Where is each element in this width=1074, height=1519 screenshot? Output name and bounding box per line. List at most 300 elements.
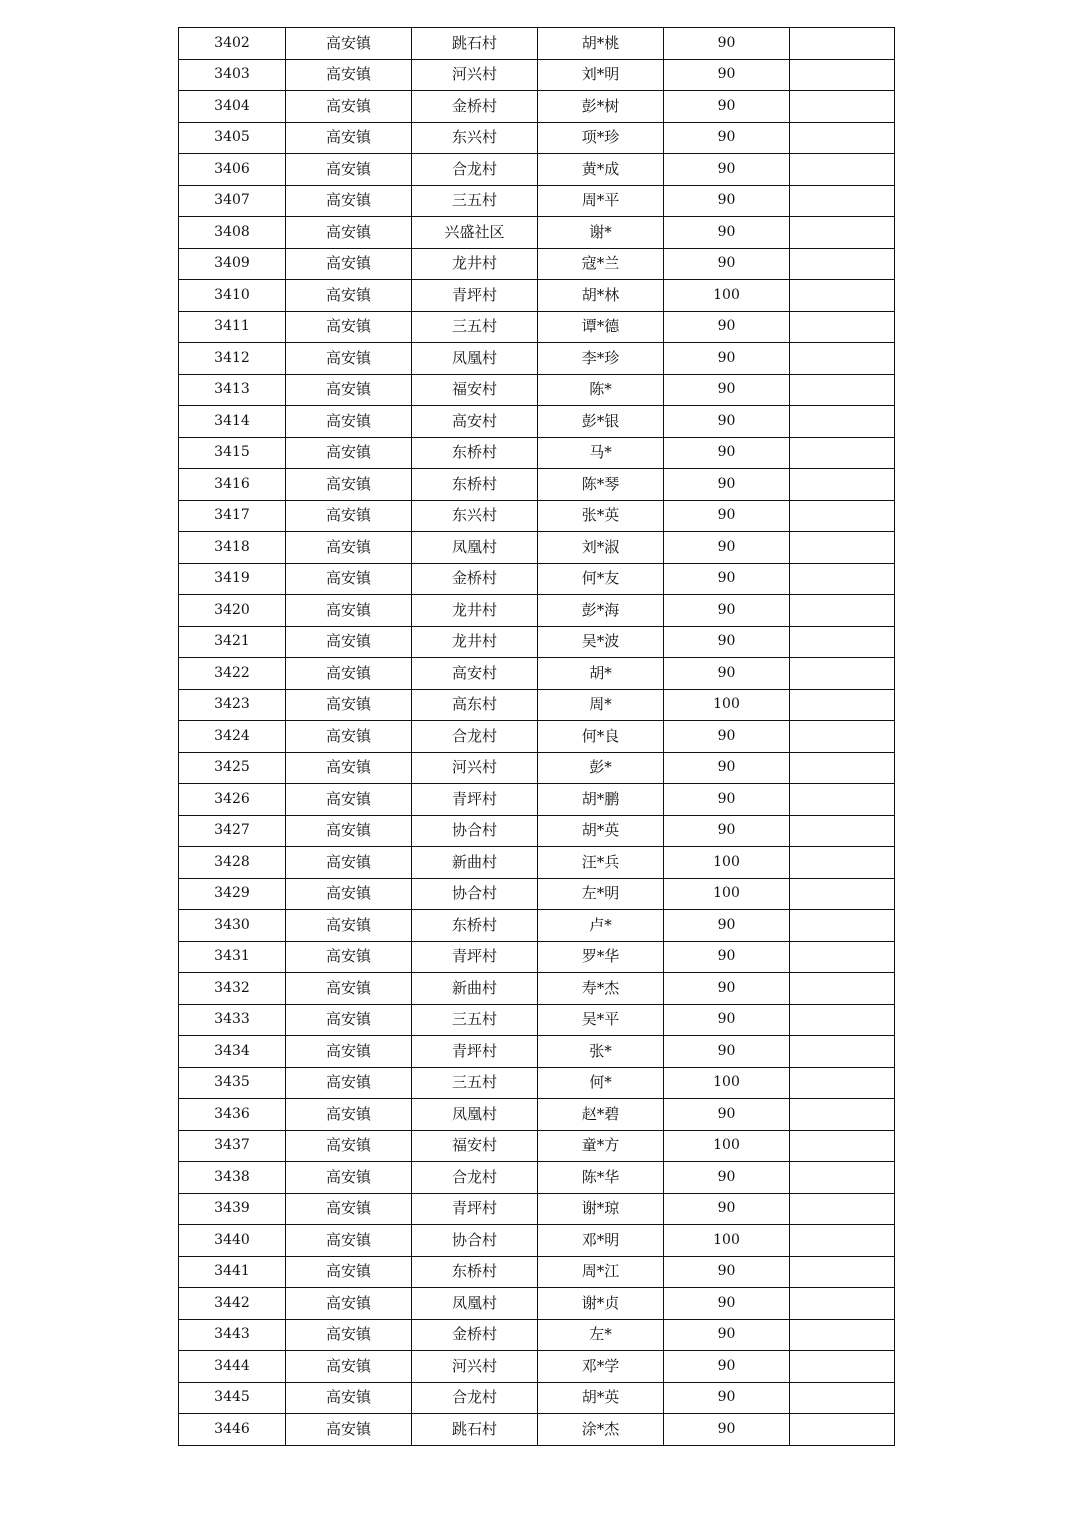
table-row xyxy=(179,1414,895,1446)
town-cell: 高安镇 xyxy=(286,626,412,658)
person-name-cell: 彭*银 xyxy=(538,406,664,438)
town-cell: 高安镇 xyxy=(286,563,412,595)
table-row xyxy=(179,784,895,816)
row-number-cell: 3409 xyxy=(179,248,286,280)
note-cell xyxy=(790,784,895,816)
person-name-cell: 卢* xyxy=(538,910,664,942)
row-number-cell: 3427 xyxy=(179,815,286,847)
amount-cell: 100 xyxy=(664,847,790,879)
village-cell: 高安村 xyxy=(412,406,538,438)
village-cell: 福安村 xyxy=(412,1130,538,1162)
note-cell xyxy=(790,437,895,469)
village-cell: 青坪村 xyxy=(412,941,538,973)
table-row xyxy=(179,343,895,375)
row-number-cell: 3405 xyxy=(179,122,286,154)
person-name-cell: 项*珍 xyxy=(538,122,664,154)
town-cell: 高安镇 xyxy=(286,1162,412,1194)
note-cell xyxy=(790,59,895,91)
person-name-cell: 寿*杰 xyxy=(538,973,664,1005)
row-number-cell: 3442 xyxy=(179,1288,286,1320)
amount-cell: 90 xyxy=(664,815,790,847)
table-row xyxy=(179,1099,895,1131)
person-name-cell: 谢* xyxy=(538,217,664,249)
town-cell: 高安镇 xyxy=(286,815,412,847)
village-cell: 协合村 xyxy=(412,878,538,910)
person-name-cell: 罗*华 xyxy=(538,941,664,973)
village-cell: 兴盛社区 xyxy=(412,217,538,249)
note-cell xyxy=(790,1225,895,1257)
row-number-cell: 3408 xyxy=(179,217,286,249)
note-cell xyxy=(790,280,895,312)
table-row xyxy=(179,941,895,973)
table-row xyxy=(179,1288,895,1320)
village-cell: 高安村 xyxy=(412,658,538,690)
town-cell: 高安镇 xyxy=(286,1067,412,1099)
row-number-cell: 3440 xyxy=(179,1225,286,1257)
town-cell: 高安镇 xyxy=(286,847,412,879)
amount-cell: 90 xyxy=(664,784,790,816)
table-row xyxy=(179,847,895,879)
table-row xyxy=(179,815,895,847)
row-number-cell: 3441 xyxy=(179,1256,286,1288)
note-cell xyxy=(790,1351,895,1383)
row-number-cell: 3438 xyxy=(179,1162,286,1194)
amount-cell: 100 xyxy=(664,1225,790,1257)
note-cell xyxy=(790,500,895,532)
amount-cell: 90 xyxy=(664,185,790,217)
village-cell: 青坪村 xyxy=(412,1193,538,1225)
row-number-cell: 3416 xyxy=(179,469,286,501)
amount-cell: 90 xyxy=(664,910,790,942)
amount-cell: 90 xyxy=(664,626,790,658)
amount-cell: 100 xyxy=(664,878,790,910)
row-number-cell: 3433 xyxy=(179,1004,286,1036)
town-cell: 高安镇 xyxy=(286,1382,412,1414)
village-cell: 跳石村 xyxy=(412,1414,538,1446)
note-cell xyxy=(790,1036,895,1068)
amount-cell: 100 xyxy=(664,280,790,312)
town-cell: 高安镇 xyxy=(286,973,412,1005)
note-cell xyxy=(790,658,895,690)
person-name-cell: 赵*碧 xyxy=(538,1099,664,1131)
person-name-cell: 彭*海 xyxy=(538,595,664,627)
row-number-cell: 3407 xyxy=(179,185,286,217)
amount-cell: 90 xyxy=(664,28,790,60)
village-cell: 金桥村 xyxy=(412,91,538,123)
note-cell xyxy=(790,626,895,658)
person-name-cell: 张*英 xyxy=(538,500,664,532)
amount-cell: 90 xyxy=(664,941,790,973)
village-cell: 新曲村 xyxy=(412,847,538,879)
town-cell: 高安镇 xyxy=(286,437,412,469)
town-cell: 高安镇 xyxy=(286,374,412,406)
person-name-cell: 涂*杰 xyxy=(538,1414,664,1446)
table-row xyxy=(179,532,895,564)
town-cell: 高安镇 xyxy=(286,217,412,249)
amount-cell: 90 xyxy=(664,595,790,627)
table-row xyxy=(179,91,895,123)
town-cell: 高安镇 xyxy=(286,343,412,375)
note-cell xyxy=(790,1382,895,1414)
amount-cell: 90 xyxy=(664,1382,790,1414)
row-number-cell: 3430 xyxy=(179,910,286,942)
person-name-cell: 陈* xyxy=(538,374,664,406)
amount-cell: 90 xyxy=(664,1414,790,1446)
town-cell: 高安镇 xyxy=(286,1036,412,1068)
table-row xyxy=(179,1162,895,1194)
table-row xyxy=(179,217,895,249)
note-cell xyxy=(790,122,895,154)
row-number-cell: 3439 xyxy=(179,1193,286,1225)
amount-cell: 90 xyxy=(664,1319,790,1351)
person-name-cell: 谢*琼 xyxy=(538,1193,664,1225)
town-cell: 高安镇 xyxy=(286,658,412,690)
village-cell: 青坪村 xyxy=(412,784,538,816)
town-cell: 高安镇 xyxy=(286,1225,412,1257)
note-cell xyxy=(790,878,895,910)
note-cell xyxy=(790,595,895,627)
village-cell: 青坪村 xyxy=(412,280,538,312)
person-name-cell: 胡*英 xyxy=(538,1382,664,1414)
table-row xyxy=(179,280,895,312)
town-cell: 高安镇 xyxy=(286,1256,412,1288)
note-cell xyxy=(790,1004,895,1036)
row-number-cell: 3426 xyxy=(179,784,286,816)
amount-cell: 90 xyxy=(664,658,790,690)
amount-cell: 90 xyxy=(664,500,790,532)
town-cell: 高安镇 xyxy=(286,91,412,123)
town-cell: 高安镇 xyxy=(286,248,412,280)
village-cell: 三五村 xyxy=(412,1067,538,1099)
village-cell: 东桥村 xyxy=(412,1256,538,1288)
town-cell: 高安镇 xyxy=(286,532,412,564)
table-row xyxy=(179,122,895,154)
roster-table xyxy=(178,27,895,1446)
person-name-cell: 吴*波 xyxy=(538,626,664,658)
amount-cell: 90 xyxy=(664,1162,790,1194)
table-row xyxy=(179,563,895,595)
village-cell: 合龙村 xyxy=(412,721,538,753)
person-name-cell: 胡*桃 xyxy=(538,28,664,60)
amount-cell: 90 xyxy=(664,1004,790,1036)
person-name-cell: 左* xyxy=(538,1319,664,1351)
person-name-cell: 寇*兰 xyxy=(538,248,664,280)
town-cell: 高安镇 xyxy=(286,784,412,816)
village-cell: 合龙村 xyxy=(412,154,538,186)
person-name-cell: 周* xyxy=(538,689,664,721)
town-cell: 高安镇 xyxy=(286,406,412,438)
village-cell: 龙井村 xyxy=(412,248,538,280)
table-row xyxy=(179,59,895,91)
person-name-cell: 何* xyxy=(538,1067,664,1099)
village-cell: 合龙村 xyxy=(412,1162,538,1194)
amount-cell: 100 xyxy=(664,1067,790,1099)
town-cell: 高安镇 xyxy=(286,1099,412,1131)
village-cell: 东桥村 xyxy=(412,910,538,942)
amount-cell: 100 xyxy=(664,1130,790,1162)
row-number-cell: 3417 xyxy=(179,500,286,532)
person-name-cell: 黄*成 xyxy=(538,154,664,186)
table-row xyxy=(179,1067,895,1099)
note-cell xyxy=(790,1067,895,1099)
table-row xyxy=(179,878,895,910)
row-number-cell: 3436 xyxy=(179,1099,286,1131)
amount-cell: 90 xyxy=(664,217,790,249)
amount-cell: 90 xyxy=(664,1036,790,1068)
table-row xyxy=(179,721,895,753)
village-cell: 东桥村 xyxy=(412,469,538,501)
note-cell xyxy=(790,563,895,595)
note-cell xyxy=(790,248,895,280)
note-cell xyxy=(790,374,895,406)
amount-cell: 100 xyxy=(664,689,790,721)
person-name-cell: 陈*华 xyxy=(538,1162,664,1194)
person-name-cell: 左*明 xyxy=(538,878,664,910)
row-number-cell: 3434 xyxy=(179,1036,286,1068)
town-cell: 高安镇 xyxy=(286,280,412,312)
town-cell: 高安镇 xyxy=(286,689,412,721)
table-row xyxy=(179,248,895,280)
village-cell: 跳石村 xyxy=(412,28,538,60)
person-name-cell: 彭*树 xyxy=(538,91,664,123)
village-cell: 龙井村 xyxy=(412,626,538,658)
note-cell xyxy=(790,1256,895,1288)
row-number-cell: 3445 xyxy=(179,1382,286,1414)
row-number-cell: 3412 xyxy=(179,343,286,375)
row-number-cell: 3403 xyxy=(179,59,286,91)
town-cell: 高安镇 xyxy=(286,1288,412,1320)
town-cell: 高安镇 xyxy=(286,122,412,154)
row-number-cell: 3421 xyxy=(179,626,286,658)
person-name-cell: 李*珍 xyxy=(538,343,664,375)
village-cell: 高东村 xyxy=(412,689,538,721)
note-cell xyxy=(790,469,895,501)
village-cell: 合龙村 xyxy=(412,1382,538,1414)
amount-cell: 90 xyxy=(664,1351,790,1383)
amount-cell: 90 xyxy=(664,343,790,375)
town-cell: 高安镇 xyxy=(286,941,412,973)
row-number-cell: 3411 xyxy=(179,311,286,343)
note-cell xyxy=(790,91,895,123)
note-cell xyxy=(790,815,895,847)
table-row xyxy=(179,1256,895,1288)
row-number-cell: 3413 xyxy=(179,374,286,406)
table-row xyxy=(179,595,895,627)
town-cell: 高安镇 xyxy=(286,878,412,910)
person-name-cell: 周*江 xyxy=(538,1256,664,1288)
note-cell xyxy=(790,1288,895,1320)
note-cell xyxy=(790,689,895,721)
note-cell xyxy=(790,154,895,186)
table-row xyxy=(179,1351,895,1383)
note-cell xyxy=(790,28,895,60)
row-number-cell: 3418 xyxy=(179,532,286,564)
person-name-cell: 陈*琴 xyxy=(538,469,664,501)
person-name-cell: 谭*德 xyxy=(538,311,664,343)
village-cell: 凤凰村 xyxy=(412,1288,538,1320)
amount-cell: 90 xyxy=(664,469,790,501)
table-row xyxy=(179,154,895,186)
amount-cell: 90 xyxy=(664,752,790,784)
village-cell: 金桥村 xyxy=(412,1319,538,1351)
row-number-cell: 3425 xyxy=(179,752,286,784)
person-name-cell: 谢*贞 xyxy=(538,1288,664,1320)
person-name-cell: 吴*平 xyxy=(538,1004,664,1036)
person-name-cell: 汪*兵 xyxy=(538,847,664,879)
amount-cell: 90 xyxy=(664,1288,790,1320)
row-number-cell: 3429 xyxy=(179,878,286,910)
person-name-cell: 马* xyxy=(538,437,664,469)
note-cell xyxy=(790,311,895,343)
village-cell: 金桥村 xyxy=(412,563,538,595)
town-cell: 高安镇 xyxy=(286,910,412,942)
table-row xyxy=(179,626,895,658)
person-name-cell: 邓*明 xyxy=(538,1225,664,1257)
town-cell: 高安镇 xyxy=(286,1193,412,1225)
roster-body xyxy=(179,28,895,1446)
village-cell: 新曲村 xyxy=(412,973,538,1005)
table-row xyxy=(179,28,895,60)
village-cell: 青坪村 xyxy=(412,1036,538,1068)
amount-cell: 90 xyxy=(664,721,790,753)
town-cell: 高安镇 xyxy=(286,500,412,532)
row-number-cell: 3402 xyxy=(179,28,286,60)
amount-cell: 90 xyxy=(664,122,790,154)
row-number-cell: 3406 xyxy=(179,154,286,186)
table-row xyxy=(179,437,895,469)
person-name-cell: 彭* xyxy=(538,752,664,784)
table-row xyxy=(179,658,895,690)
village-cell: 三五村 xyxy=(412,311,538,343)
table-row xyxy=(179,1225,895,1257)
amount-cell: 90 xyxy=(664,973,790,1005)
town-cell: 高安镇 xyxy=(286,595,412,627)
town-cell: 高安镇 xyxy=(286,1414,412,1446)
town-cell: 高安镇 xyxy=(286,721,412,753)
person-name-cell: 周*平 xyxy=(538,185,664,217)
person-name-cell: 胡*林 xyxy=(538,280,664,312)
note-cell xyxy=(790,343,895,375)
table-row xyxy=(179,185,895,217)
person-name-cell: 何*友 xyxy=(538,563,664,595)
village-cell: 协合村 xyxy=(412,815,538,847)
table-row xyxy=(179,689,895,721)
amount-cell: 90 xyxy=(664,311,790,343)
table-row xyxy=(179,1036,895,1068)
village-cell: 河兴村 xyxy=(412,1351,538,1383)
note-cell xyxy=(790,1162,895,1194)
note-cell xyxy=(790,1193,895,1225)
town-cell: 高安镇 xyxy=(286,752,412,784)
town-cell: 高安镇 xyxy=(286,1351,412,1383)
village-cell: 凤凰村 xyxy=(412,1099,538,1131)
town-cell: 高安镇 xyxy=(286,1319,412,1351)
note-cell xyxy=(790,910,895,942)
person-name-cell: 何*良 xyxy=(538,721,664,753)
note-cell xyxy=(790,532,895,564)
table-row xyxy=(179,469,895,501)
row-number-cell: 3422 xyxy=(179,658,286,690)
table-row xyxy=(179,1319,895,1351)
town-cell: 高安镇 xyxy=(286,185,412,217)
row-number-cell: 3423 xyxy=(179,689,286,721)
town-cell: 高安镇 xyxy=(286,1130,412,1162)
note-cell xyxy=(790,1414,895,1446)
person-name-cell: 邓*学 xyxy=(538,1351,664,1383)
amount-cell: 90 xyxy=(664,406,790,438)
table-row xyxy=(179,1382,895,1414)
amount-cell: 90 xyxy=(664,1256,790,1288)
town-cell: 高安镇 xyxy=(286,154,412,186)
note-cell xyxy=(790,1099,895,1131)
table-row xyxy=(179,406,895,438)
table-row xyxy=(179,1004,895,1036)
village-cell: 龙井村 xyxy=(412,595,538,627)
row-number-cell: 3437 xyxy=(179,1130,286,1162)
table-row xyxy=(179,374,895,406)
note-cell xyxy=(790,752,895,784)
village-cell: 河兴村 xyxy=(412,59,538,91)
town-cell: 高安镇 xyxy=(286,59,412,91)
note-cell xyxy=(790,1319,895,1351)
amount-cell: 90 xyxy=(664,154,790,186)
village-cell: 东兴村 xyxy=(412,122,538,154)
table-row xyxy=(179,973,895,1005)
town-cell: 高安镇 xyxy=(286,311,412,343)
row-number-cell: 3404 xyxy=(179,91,286,123)
person-name-cell: 刘*明 xyxy=(538,59,664,91)
row-number-cell: 3435 xyxy=(179,1067,286,1099)
town-cell: 高安镇 xyxy=(286,28,412,60)
table-row xyxy=(179,311,895,343)
village-cell: 东桥村 xyxy=(412,437,538,469)
note-cell xyxy=(790,1130,895,1162)
row-number-cell: 3431 xyxy=(179,941,286,973)
row-number-cell: 3419 xyxy=(179,563,286,595)
note-cell xyxy=(790,941,895,973)
person-name-cell: 胡*英 xyxy=(538,815,664,847)
table-row xyxy=(179,500,895,532)
village-cell: 河兴村 xyxy=(412,752,538,784)
note-cell xyxy=(790,217,895,249)
amount-cell: 90 xyxy=(664,374,790,406)
row-number-cell: 3414 xyxy=(179,406,286,438)
amount-cell: 90 xyxy=(664,532,790,564)
row-number-cell: 3444 xyxy=(179,1351,286,1383)
village-cell: 东兴村 xyxy=(412,500,538,532)
table-row xyxy=(179,1130,895,1162)
person-name-cell: 童*方 xyxy=(538,1130,664,1162)
amount-cell: 90 xyxy=(664,59,790,91)
note-cell xyxy=(790,721,895,753)
row-number-cell: 3410 xyxy=(179,280,286,312)
person-name-cell: 胡* xyxy=(538,658,664,690)
note-cell xyxy=(790,185,895,217)
row-number-cell: 3428 xyxy=(179,847,286,879)
amount-cell: 90 xyxy=(664,1193,790,1225)
table-row xyxy=(179,752,895,784)
town-cell: 高安镇 xyxy=(286,469,412,501)
town-cell: 高安镇 xyxy=(286,1004,412,1036)
note-cell xyxy=(790,847,895,879)
row-number-cell: 3424 xyxy=(179,721,286,753)
amount-cell: 90 xyxy=(664,91,790,123)
amount-cell: 90 xyxy=(664,563,790,595)
village-cell: 福安村 xyxy=(412,374,538,406)
row-number-cell: 3420 xyxy=(179,595,286,627)
table-row xyxy=(179,1193,895,1225)
note-cell xyxy=(790,406,895,438)
